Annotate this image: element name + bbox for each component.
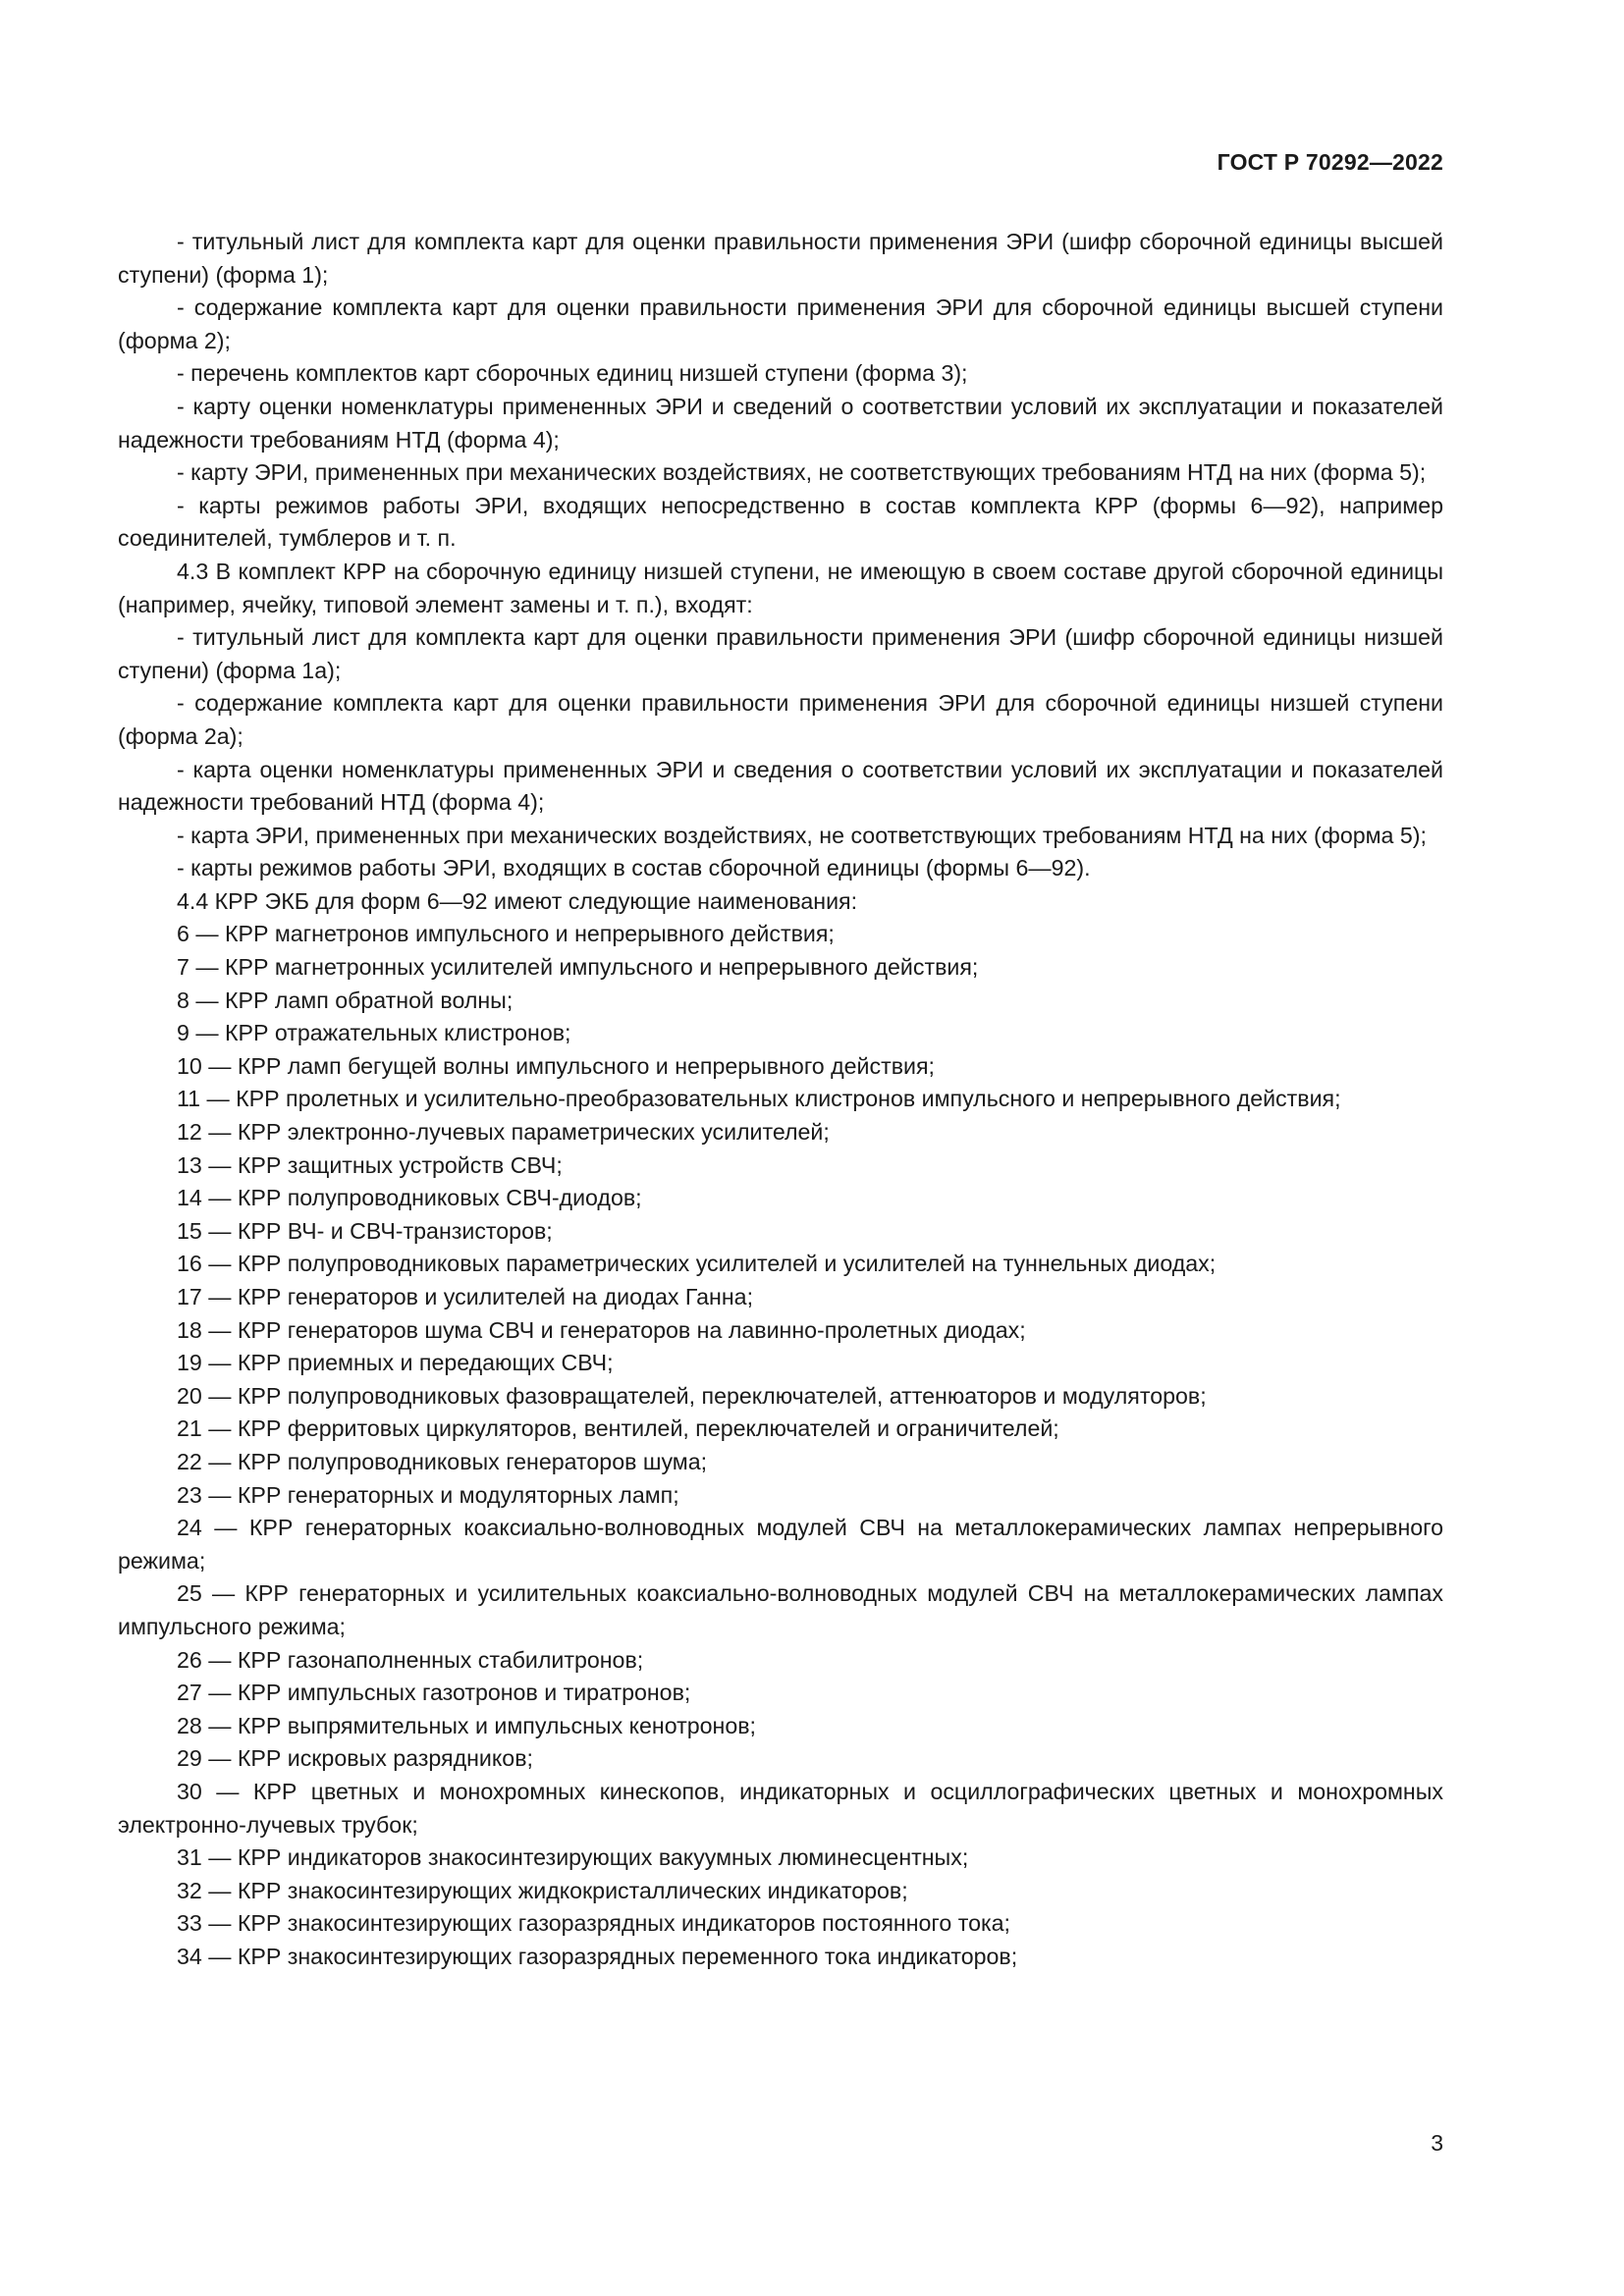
paragraph: - карта ЭРИ, примененных при механических воздействиях, не соответствующих требованиям НТД на них (форма 5); <box>177 822 1427 848</box>
paragraph: 29 — КРР искровых разрядников; <box>177 1745 533 1772</box>
paragraph: 17 — КРР генераторов и усилителей на диодах Ганна; <box>177 1284 754 1309</box>
paragraph: 31 — КРР индикаторов знакосинтезирующих вакуумных люминесцентных; <box>177 1844 969 1871</box>
paragraph: - карту ЭРИ, примененных при механических воздействиях, не соответствующих требованиям НТД на них (форма 5); <box>177 459 1427 486</box>
paragraph: 19 — КРР приемных и передающих СВЧ; <box>177 1350 614 1376</box>
paragraph: 16 — КРР полупроводниковых параметрических усилителей и усилителей на туннельных диодах; <box>177 1251 1217 1277</box>
paragraph: 26 — КРР газонаполненных стабилитронов; <box>177 1646 644 1673</box>
paragraph: - содержание комплекта карт для оценки правильности применения ЭРИ для сборочной единицы низшей ступени (форма 2а); <box>118 690 1443 749</box>
paragraph: 14 — КРР полупроводниковых СВЧ-диодов; <box>177 1185 642 1211</box>
document-code: ГОСТ Р 70292—2022 <box>1217 149 1443 175</box>
paragraph: 34 — КРР знакосинтезирующих газоразрядных переменного тока индикаторов; <box>177 1943 1018 1969</box>
paragraph: 6 — КРР магнетронов импульсного и непрерывного действия; <box>177 921 835 947</box>
paragraph: - карты режимов работы ЭРИ, входящих в состав сборочной единицы (формы 6—92). <box>177 855 1091 881</box>
paragraph: 11 — КРР пролетных и усилительно-преобразовательных клистронов импульсного и непрерывного действия; <box>177 1086 1341 1112</box>
paragraph: 9 — КРР отражательных клистронов; <box>177 1020 571 1046</box>
paragraph: 13 — КРР защитных устройств СВЧ; <box>177 1151 563 1178</box>
paragraph: 18 — КРР генераторов шума СВЧ и генераторов на лавинно-пролетных диодах; <box>177 1316 1026 1343</box>
paragraph: 25 — КРР генераторных и усилительных коаксиально-волноводных модулей СВЧ на металлокерамических лампах импульсного режима; <box>118 1580 1443 1639</box>
paragraph: 20 — КРР полупроводниковых фазовращателей, переключателей, аттенюаторов и модуляторов; <box>177 1382 1207 1409</box>
paragraph: - карту оценки номенклатуры примененных ЭРИ и сведений о соответствии условий их эксплуатации и показателей надежности требованиям НТД (форма 4); <box>118 393 1443 453</box>
paragraph: 28 — КРР выпрямительных и импульсных кенотронов; <box>177 1712 756 1738</box>
document-body <box>118 226 1443 1973</box>
paragraph: 22 — КРР полупроводниковых генераторов шума; <box>177 1448 708 1474</box>
paragraph: 15 — КРР ВЧ- и СВЧ-транзисторов; <box>177 1217 553 1244</box>
paragraph: 24 — КРР генераторных коаксиально-волноводных модулей СВЧ на металлокерамических лампах непрерывного режима; <box>118 1515 1443 1574</box>
paragraph: - содержание комплекта карт для оценки правильности применения ЭРИ для сборочной единицы высшей ступени (форма 2); <box>118 294 1443 353</box>
paragraph: 12 — КРР электронно-лучевых параметрических усилителей; <box>177 1119 830 1146</box>
paragraph: - карта оценки номенклатуры примененных ЭРИ и сведения о соответствии условий их эксплуатации и показателей надежности требований НТД (форма 4); <box>118 756 1443 816</box>
paragraph: - титульный лист для комплекта карт для оценки правильности применения ЭРИ (шифр сборочной единицы высшей ступени) (форма 1); <box>118 229 1443 288</box>
paragraph: 4.4 КРР ЭКБ для форм 6—92 имеют следующие наименования: <box>177 887 858 914</box>
paragraph: 23 — КРР генераторных и модуляторных ламп; <box>177 1481 679 1508</box>
page-number: 3 <box>1431 2130 1443 2156</box>
paragraph: 33 — КРР знакосинтезирующих газоразрядных индикаторов постоянного тока; <box>177 1910 1010 1937</box>
paragraph: 7 — КРР магнетронных усилителей импульсного и непрерывного действия; <box>177 954 979 981</box>
paragraph: 8 — КРР ламп обратной волны; <box>177 987 514 1013</box>
paragraph: 10 — КРР ламп бегущей волны импульсного и непрерывного действия; <box>177 1052 935 1079</box>
paragraph: 27 — КРР импульсных газотронов и тиратронов; <box>177 1680 691 1706</box>
paragraph: - карты режимов работы ЭРИ, входящих непосредственно в состав комплекта КРР (формы 6—92), например соединителей, тумблеров и т. п. <box>118 492 1443 552</box>
paragraph: 32 — КРР знакосинтезирующих жидкокристаллических индикаторов; <box>177 1877 908 1903</box>
paragraph: 30 — КРР цветных и монохромных кинескопов, индикаторных и осциллографических цветных и монохромных электронно-лучевых трубок; <box>118 1778 1443 1838</box>
paragraph: 4.3 В комплект КРР на сборочную единицу низшей ступени, не имеющую в своем составе другой сборочной единицы (например, ячейку, типовой элемент замены и т. п.), входят: <box>118 558 1443 617</box>
paragraph: - титульный лист для комплекта карт для оценки правильности применения ЭРИ (шифр сборочной единицы низшей ступени) (форма 1а); <box>118 624 1443 683</box>
paragraph: 21 — КРР ферритовых циркуляторов, вентилей, переключателей и ограничителей; <box>177 1415 1059 1442</box>
paragraph: - перечень комплектов карт сборочных единиц низшей ступени (форма 3); <box>177 360 968 387</box>
